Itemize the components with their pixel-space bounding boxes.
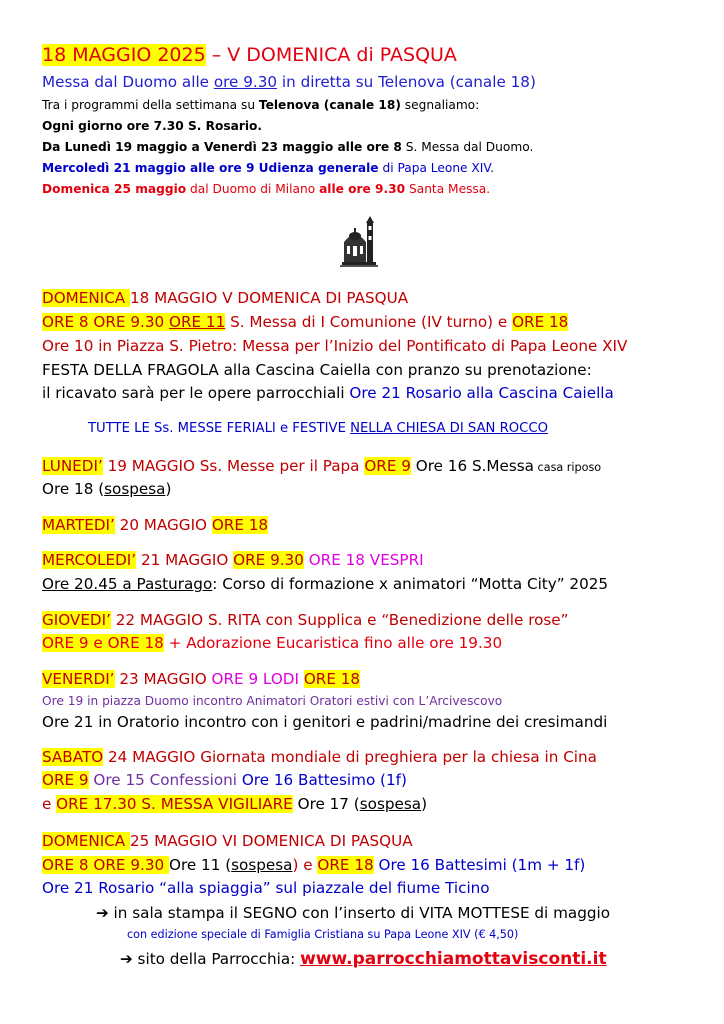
arrow-icon: ➔ — [120, 950, 133, 968]
text: : Corso di formazione x animatori “Motta City” 2025 — [212, 575, 609, 593]
text: VENERDI’ — [42, 670, 115, 688]
page-title — [42, 44, 457, 67]
footer-line-1 — [96, 904, 610, 922]
text: LUNEDI’ — [42, 457, 103, 475]
thu-line-2 — [42, 634, 502, 652]
text: 22 MAGGIO S. RITA con Supplica e “Benedizione delle rose” — [110, 611, 569, 629]
text: Ore 21 Rosario alla Cascina Caiella — [349, 384, 614, 402]
parish-website-link[interactable]: www.parrocchiamottavisconti.it — [300, 949, 607, 969]
title-date: 18 MAGGIO 2025 — [42, 44, 206, 66]
text: ORE 8 ORE 9.30 — [42, 313, 169, 331]
text: sospesa — [104, 480, 166, 498]
text: segnaliamo: — [400, 98, 480, 112]
text: ORE 17.30 S. MESSA VIGILIARE — [56, 795, 293, 813]
text: ORE 11 — [169, 313, 226, 331]
footer-line-2: con edizione speciale di Famiglia Cristiana su Papa Leone XIV (€ 4,50) — [127, 928, 519, 941]
sun18-line-1 — [42, 289, 408, 307]
sun18-line-4: FESTA DELLA FRAGOLA alla Cascina Caiella con pranzo su prenotazione: — [42, 361, 592, 379]
sun18-line-5 — [42, 384, 614, 402]
text: Ore 17 ( — [292, 795, 360, 813]
header-line-6 — [42, 182, 490, 197]
header-line-5 — [42, 161, 494, 176]
text: Ore 20.45 a Pasturago — [42, 575, 213, 593]
mon-line-1 — [42, 457, 601, 475]
text: sito della Parrocchia: — [132, 950, 301, 968]
church-icon — [340, 216, 380, 268]
notice-line — [88, 421, 548, 437]
header-line-2 — [42, 98, 479, 113]
text: 18 MAGGIO V DOMENICA DI PASQUA — [130, 289, 409, 307]
text: Telenova (canale 18) — [258, 98, 401, 112]
text: ORE 18 VESPRI — [303, 551, 424, 569]
text: Messa dal Duomo alle — [42, 73, 214, 91]
text: Domenica 25 maggio — [42, 182, 187, 196]
text: ORE 9 — [42, 771, 89, 789]
text: Santa Messa. — [405, 182, 491, 196]
footer-line-3 — [120, 949, 607, 969]
sat-line-1 — [42, 748, 597, 766]
text: dal Duomo di Milano — [186, 182, 320, 196]
mon-line-2 — [42, 480, 171, 498]
text: S. Messa di I Comunione (IV turno) e — [225, 313, 513, 331]
thu-line-1 — [42, 611, 569, 629]
sun18-line-2 — [42, 313, 568, 331]
sun25-line-1 — [42, 832, 413, 850]
text: Tra i programmi della settimana su — [42, 98, 259, 112]
text: 21 MAGGIO — [136, 551, 234, 569]
text: Ore 15 Confessioni — [88, 771, 238, 789]
wed-line-1 — [42, 551, 424, 569]
text: ORE 9 e ORE 18 — [42, 634, 164, 652]
text: sospesa — [231, 856, 293, 874]
tue-line-1 — [42, 516, 268, 534]
title-rest: – V DOMENICA di PASQUA — [205, 44, 457, 66]
text: ORE 18 — [211, 516, 269, 534]
text: Ore 16 Battesimi (1m + 1f) — [373, 856, 586, 874]
text: il ricavato sarà per le opere parrocchiali — [42, 384, 350, 402]
text: ORE 18 — [512, 313, 569, 331]
text: Ore 11 ( — [169, 856, 232, 874]
header-line-3: Ogni giorno ore 7.30 S. Rosario. — [42, 119, 263, 133]
text: 20 MAGGIO — [114, 516, 212, 534]
text: casa riposo — [534, 461, 602, 474]
sun18-line-3: Ore 10 in Piazza S. Pietro: Messa per l’Inizio del Pontificato di Papa Leone XIV — [42, 337, 628, 355]
sat-line-3 — [42, 795, 427, 813]
text: Mercoledì 21 maggio alle ore 9 Udienza generale — [42, 161, 379, 175]
sat-line-2 — [42, 771, 407, 789]
text: Ore 18 ( — [42, 480, 105, 498]
text: 24 MAGGIO Giornata mondiale di preghiera per la chiesa in Cina — [103, 748, 597, 766]
text: ) — [421, 795, 427, 813]
fri-line-2: Ore 19 in piazza Duomo incontro Animatori Oratori estivi con L’Arcivescovo — [42, 694, 503, 708]
header-line-1 — [42, 73, 536, 91]
text: DOMENICA — [42, 289, 131, 307]
text: GIOVEDI’ — [42, 611, 111, 629]
text: ORE 9.30 — [233, 551, 304, 569]
text: MERCOLEDI’ — [42, 551, 137, 569]
fri-line-1 — [42, 670, 360, 688]
text: Da Lunedì 19 maggio a Venerdì 23 maggio alle ore 8 — [42, 140, 402, 154]
text: in sala stampa il SEGNO con l’inserto di VITA MOTTESE di maggio — [108, 904, 610, 922]
text: in diretta su Telenova (canale 18) — [277, 73, 536, 91]
text: Ore 16 S.Messa — [410, 457, 534, 475]
text: sospesa — [359, 795, 422, 813]
text: di Papa Leone XIV. — [378, 161, 495, 175]
text: ORE 18 — [317, 856, 374, 874]
text: MARTEDI’ — [42, 516, 115, 534]
text: 19 MAGGIO Ss. Messe per il Papa — [102, 457, 365, 475]
text: S. Messa dal Duomo. — [401, 140, 534, 154]
text: ore 9.30 — [213, 73, 278, 91]
text: DOMENICA — [42, 832, 131, 850]
text: NELLA CHIESA DI SAN ROCCO — [350, 421, 548, 436]
text: 25 MAGGIO VI DOMENICA DI PASQUA — [130, 832, 413, 850]
sun25-line-2 — [42, 856, 585, 874]
text: ORE 18 — [303, 670, 361, 688]
text: alle ore 9.30 — [319, 182, 406, 196]
text: TUTTE LE Ss. MESSE FERIALI e FESTIVE — [88, 421, 351, 436]
arrow-icon: ➔ — [96, 904, 109, 922]
text: 23 MAGGIO — [114, 670, 212, 688]
wed-line-2 — [42, 575, 608, 593]
text: ORE 8 ORE 9.30 — [42, 856, 169, 874]
text: SABATO — [42, 748, 104, 766]
text: ) — [165, 480, 172, 498]
text: ORE 9 LODI — [211, 670, 299, 688]
text: e — [42, 795, 57, 813]
text: + Adorazione Eucaristica fino alle ore 19.30 — [163, 634, 503, 652]
header-line-4 — [42, 140, 533, 155]
sun25-line-3: Ore 21 Rosario “alla spiaggia” sul piazzale del fiume Ticino — [42, 879, 490, 897]
text: Ore 16 Battesimo (1f) — [237, 771, 407, 789]
text: ) e — [292, 856, 318, 874]
fri-line-3: Ore 21 in Oratorio incontro con i genitori e padrini/madrine dei cresimandi — [42, 713, 608, 731]
text: ORE 9 — [364, 457, 411, 475]
